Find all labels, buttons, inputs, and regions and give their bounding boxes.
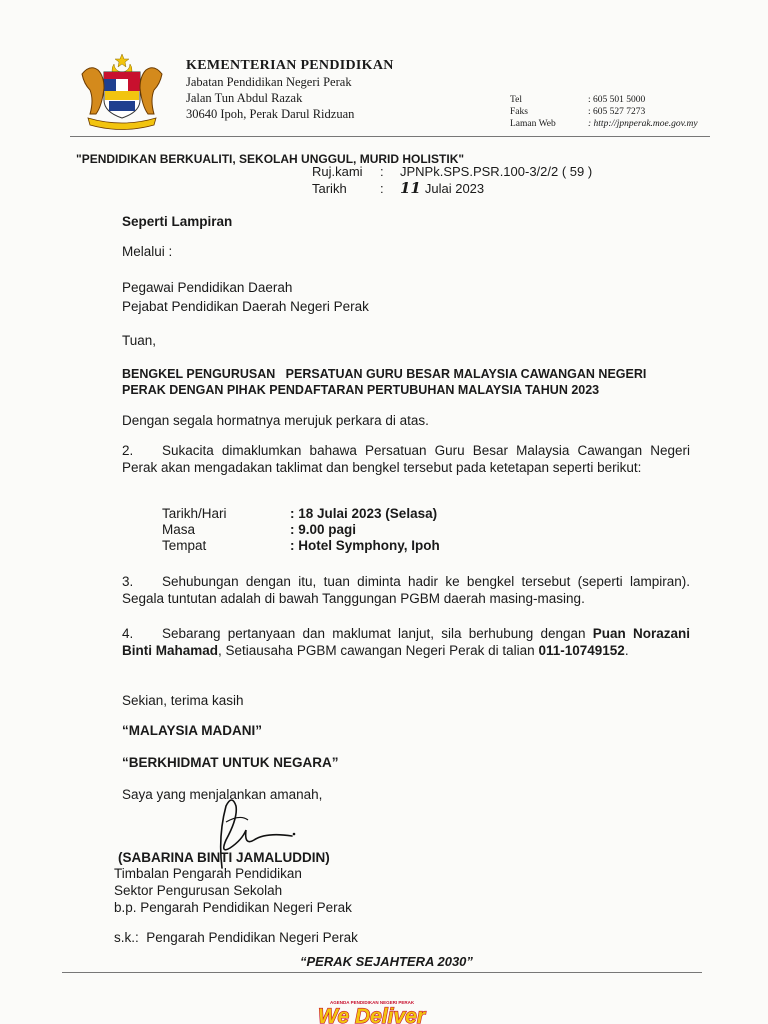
department-motto: "PENDIDIKAN BERKUALITI, SEKOLAH UNGGUL, MURID HOLISTIK" [76,152,465,166]
detail-value: : 18 Julai 2023 (Selasa) [290,506,438,521]
paragraph-2-text: Sukacita dimaklumkan bahawa Persatuan Guru Besar Malaysia Cawangan Negeri Perak akan mengadakan taklimat dan bengkel tersebut pada ketetapan seperti berikut: [122,443,690,475]
detail-row-time [162,522,440,538]
via-label: Melalui : [122,244,173,259]
paragraph-2-number: 2. [122,443,134,458]
we-deliver-logo-icon [316,998,446,1024]
detail-row-venue [162,538,440,554]
footer-motto: “PERAK SEJAHTERA 2030” [300,954,473,969]
ministry-header [186,58,394,122]
carbon-copy: s.k.: Pengarah Pendidikan Negeri Perak [114,930,358,945]
slogan-madani: “MALAYSIA MADANI” [122,723,263,738]
event-details [162,506,440,554]
department-name: Jabatan Pendidikan Negeri Perak [186,75,352,89]
date-day-handwritten: 11 [400,179,421,197]
web-label: Laman Web [510,119,556,129]
closing-line: Sekian, terima kasih [122,693,244,708]
coat-of-arms-icon [74,52,170,132]
tel-label: Tel [510,95,522,105]
fax-value: : 605 527 7273 [588,107,646,117]
date-label: Tarikh [312,181,347,196]
ref-value: JPNPk.SPS.PSR.100-3/2/2 ( 59 ) [400,164,593,179]
sign-off: Saya yang menjalankan amanah, [122,787,323,802]
reference-block: Ruj.kami : JPNPk.SPS.PSR.100-3/2/2 ( 59 ) Tarikh : 11 Julai 2023 [312,164,593,197]
opening-line: Dengan segala hormatnya merujuk perkara di atas. [122,413,429,428]
fax-label: Faks [510,107,528,117]
paragraph-4 [122,625,690,659]
tel-value: : 605 501 5000 [588,95,646,105]
detail-row-date [162,506,440,522]
ministry-name: KEMENTERIAN PENDIDIKAN [186,58,394,73]
footer-divider [62,972,702,973]
subject-line-2: PERAK DENGAN PIHAK PENDAFTARAN PERTUBUHAN MALAYSIA TAHUN 2023 [122,383,600,397]
detail-label: Tempat [162,538,207,553]
detail-value: : Hotel Symphony, Ipoh [290,538,440,553]
signatory-title-3: b.p. Pengarah Pendidikan Negeri Perak [114,900,352,915]
header-divider [70,136,710,137]
paragraph-2 [122,442,690,476]
recipient-line: Seperti Lampiran [122,214,233,229]
paragraph-4-text-a: Sebarang pertanyaan dan maklumat lanjut, sila berhubung dengan [162,626,586,641]
ref-label: Ruj.kami [312,164,363,179]
paragraph-4-end: . [624,643,629,658]
date-value: Julai 2023 [424,181,485,196]
slogan-berkhidmat: “BERKHIDMAT UNTUK NEGARA” [122,755,339,770]
detail-label: Tarikh/Hari [162,506,227,521]
signatory-title-2: Sektor Pengurusan Sekolah [114,883,283,898]
address-line-2: 30640 Ipoh, Perak Darul Ridzuan [186,107,355,121]
via-line-2: Pejabat Pendidikan Daerah Negeri Perak [122,299,369,314]
detail-value: : 9.00 pagi [290,522,357,537]
via-line-1: Pegawai Pendidikan Daerah [122,280,293,295]
web-value[interactable]: : http://jpnperak.moe.gov.my [588,119,698,129]
contact-block [510,94,698,130]
subject-line-1: BENGKEL PENGURUSAN PERSATUAN GURU BESAR MALAYSIA CAWANGAN NEGERI [122,367,647,381]
salutation: Tuan, [122,333,157,348]
paragraph-3 [122,573,690,607]
paragraph-3-text: Sehubungan dengan itu, tuan diminta hadir ke bengkel tersebut (seperti lampiran). Segala tuntutan adalah di bawah Tanggungan PGBM daerah masing-masing. [122,574,690,606]
contact-person-name: Puan Norazani Binti Mahamad [122,626,690,658]
paragraph-3-number: 3. [122,574,134,589]
signatory-title-1: Timbalan Pengarah Pendidikan [114,866,302,881]
svg-text:We Deliver: We Deliver [318,1005,425,1024]
address-line-1: Jalan Tun Abdul Razak [186,91,303,105]
paragraph-4-number: 4. [122,626,134,641]
svg-text:AGENDA PENDIDIKAN NEGERI PERAK: AGENDA PENDIDIKAN NEGERI PERAK [330,1000,415,1005]
paragraph-4-text-b: , Setiausaha PGBM cawangan Negeri Perak di talian [218,643,535,658]
detail-label: Masa [162,522,196,537]
contact-phone: 011-10749152 [538,643,625,658]
signatory-name: (SABARINA BINTI JAMALUDDIN) [118,850,330,865]
